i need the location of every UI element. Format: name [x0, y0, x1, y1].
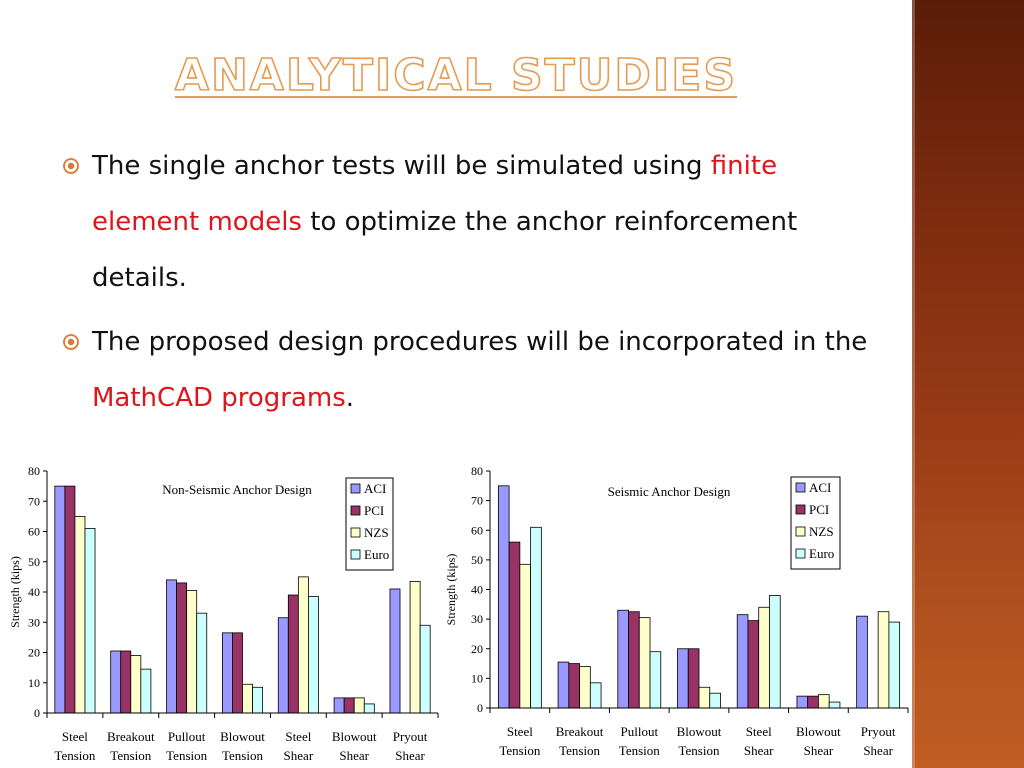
bar-nzs	[243, 684, 253, 713]
x-tick-label-line: Steel	[61, 729, 88, 744]
legend-label: ACI	[364, 481, 387, 496]
y-tick-label: 60	[471, 523, 483, 538]
bar-pci	[509, 542, 520, 708]
bullet-list	[62, 138, 872, 434]
y-tick-label: 20	[28, 645, 40, 660]
x-tick-label-line: Pryout	[392, 729, 428, 744]
slide-title-text: ANALYTICAL STUDIES	[174, 50, 738, 101]
bar-euro	[364, 704, 374, 713]
y-axis-label: Strength (kips)	[444, 553, 458, 626]
y-tick-label: 40	[471, 582, 483, 597]
bar-euro	[590, 683, 601, 708]
bar-aci	[111, 651, 121, 713]
legend-swatch-euro	[796, 549, 805, 558]
bar-aci	[618, 610, 629, 708]
bar-euro	[308, 597, 318, 713]
x-tick-label-line: Shear	[395, 748, 425, 763]
y-tick-label: 70	[471, 493, 483, 508]
x-tick-label	[166, 729, 207, 763]
bar-euro	[829, 702, 840, 708]
bar-nzs	[75, 516, 85, 713]
bar-euro	[769, 595, 780, 708]
bar-aci	[222, 633, 232, 713]
target-bullet-icon	[62, 138, 92, 194]
x-tick-label	[499, 724, 540, 758]
y-tick-label: 10	[28, 675, 40, 690]
legend-label: ACI	[809, 480, 832, 495]
x-tick-label-line: Breakout	[555, 724, 604, 739]
legend-label: Euro	[809, 546, 835, 561]
bullet-item	[62, 314, 872, 426]
y-tick-label: 10	[471, 671, 483, 686]
bar-euro	[889, 622, 900, 708]
decorative-side-band	[912, 0, 1024, 768]
bar-aci	[797, 696, 808, 708]
x-tick-label	[677, 724, 722, 758]
legend-label: NZS	[364, 525, 389, 540]
bar-aci	[737, 615, 748, 708]
x-tick-label-line: Shear	[803, 743, 834, 758]
legend-swatch-nzs	[351, 528, 360, 537]
bar-aci	[678, 649, 689, 708]
legend-swatch-aci	[351, 484, 360, 493]
legend-swatch-euro	[351, 550, 360, 559]
bar-nzs	[699, 687, 710, 708]
x-tick-label-line: Tension	[499, 743, 541, 758]
bar-aci	[278, 618, 288, 713]
bar-nzs	[298, 577, 308, 713]
bar-nzs	[354, 698, 364, 713]
y-axis-label: Strength (kips)	[8, 556, 22, 628]
x-tick-label-line: Steel	[285, 729, 312, 744]
x-tick-label-line: Tension	[110, 748, 152, 763]
bar-nzs	[187, 590, 197, 713]
bar-euro	[85, 528, 95, 713]
y-tick-label: 20	[471, 641, 483, 656]
bar-euro	[253, 687, 263, 713]
x-tick-label-line: Shear	[743, 743, 774, 758]
y-tick-label: 80	[471, 464, 483, 478]
y-tick-label: 0	[477, 701, 483, 715]
x-tick-label	[107, 729, 155, 763]
x-tick-label	[332, 729, 377, 763]
x-tick-label-line: Pullout	[620, 724, 659, 739]
x-tick-label-line: Tension	[222, 748, 263, 763]
legend-label: PCI	[809, 502, 830, 517]
x-tick-label	[861, 724, 896, 758]
y-tick-label: 70	[28, 494, 40, 509]
legend-swatch-aci	[796, 483, 805, 492]
bar-pci	[288, 595, 298, 713]
legend-label: PCI	[364, 503, 385, 518]
bar-aci	[498, 486, 509, 708]
bar-pci	[569, 664, 580, 708]
legend-swatch-pci	[351, 506, 360, 515]
bar-aci	[857, 616, 868, 708]
bar-aci	[55, 486, 65, 713]
bar-aci	[558, 662, 569, 708]
bar-aci	[167, 580, 177, 713]
bar-pci	[808, 696, 819, 708]
x-tick-label-line: Tension	[678, 743, 720, 758]
bar-aci	[334, 698, 344, 713]
bar-pci	[629, 612, 640, 708]
bar-nzs	[759, 607, 770, 708]
bar-nzs	[410, 581, 420, 713]
bar-pci	[121, 651, 131, 713]
bar-pci	[688, 649, 699, 708]
x-tick-label-line: Pryout	[860, 724, 896, 739]
bar-pci	[177, 583, 187, 713]
legend-label: Euro	[364, 547, 390, 562]
chart-non-seismic	[5, 458, 445, 768]
bar-nzs	[131, 656, 141, 713]
x-tick-label-line: Pullout	[167, 729, 206, 744]
y-tick-label: 50	[471, 552, 483, 567]
highlight-text: MathCAD programs	[92, 383, 346, 413]
bar-pci	[232, 633, 242, 713]
bar-pci	[344, 698, 354, 713]
bar-euro	[141, 669, 151, 713]
bar-nzs	[818, 695, 829, 708]
x-tick-label	[54, 729, 95, 763]
bar-nzs	[520, 564, 531, 708]
x-tick-label-line: Tension	[54, 748, 96, 763]
x-tick-label-line: Blowout	[220, 729, 265, 744]
bullet-text: The proposed design procedures will be incorporated in the MathCAD programs.	[92, 327, 868, 413]
x-tick-label	[744, 724, 774, 758]
x-tick-label	[796, 724, 841, 758]
bar-chart-svg	[443, 458, 911, 768]
x-tick-label-line: Breakout	[106, 729, 155, 744]
y-tick-label: 30	[28, 615, 40, 630]
bar-nzs	[878, 612, 889, 708]
x-tick-label	[393, 729, 428, 763]
chart-title: Seismic Anchor Design	[607, 484, 731, 499]
x-tick-label-line: Shear	[283, 748, 314, 763]
y-tick-label: 60	[28, 524, 40, 539]
bar-pci	[65, 486, 75, 713]
y-tick-label: 30	[471, 612, 483, 627]
bar-nzs	[580, 667, 591, 708]
x-tick-label-line: Shear	[339, 748, 370, 763]
x-tick-label-line: Blowout	[676, 724, 722, 739]
x-tick-label	[220, 729, 265, 763]
bar-pci	[748, 621, 759, 708]
x-tick-label-line: Blowout	[796, 724, 841, 739]
chart-title: Non-Seismic Anchor Design	[162, 482, 312, 497]
x-tick-label-line: Shear	[863, 743, 893, 758]
bar-euro	[197, 613, 207, 713]
bar-euro	[531, 527, 542, 708]
slide-title	[0, 50, 912, 101]
x-tick-label-line: Blowout	[331, 729, 377, 744]
x-tick-label	[556, 724, 604, 758]
x-tick-label-line: Steel	[745, 724, 772, 739]
bar-nzs	[639, 618, 650, 708]
highlight-text: finite element models	[92, 151, 778, 237]
legend-swatch-pci	[796, 505, 805, 514]
x-tick-label-line: Steel	[506, 724, 533, 739]
y-tick-label: 80	[28, 464, 40, 478]
bar-chart-svg	[5, 458, 445, 768]
bar-euro	[710, 693, 721, 708]
x-tick-label-line: Tension	[618, 743, 660, 758]
x-tick-label	[619, 724, 660, 758]
x-tick-label-line: Tension	[166, 748, 208, 763]
legend-swatch-nzs	[796, 527, 805, 536]
y-tick-label: 0	[34, 706, 40, 720]
legend-label: NZS	[809, 524, 834, 539]
x-tick-label-line: Tension	[559, 743, 601, 758]
bar-euro	[420, 625, 430, 713]
chart-seismic	[443, 458, 911, 768]
bullet-text: The single anchor tests will be simulated using finite element models to optimize the anchor reinforcement details.	[92, 151, 798, 293]
bullet-item	[62, 138, 872, 306]
y-tick-label: 40	[28, 585, 40, 599]
x-tick-label	[284, 729, 314, 763]
target-bullet-icon	[62, 314, 92, 370]
y-tick-label: 50	[28, 554, 40, 569]
bar-aci	[390, 589, 400, 713]
bar-euro	[650, 652, 661, 708]
